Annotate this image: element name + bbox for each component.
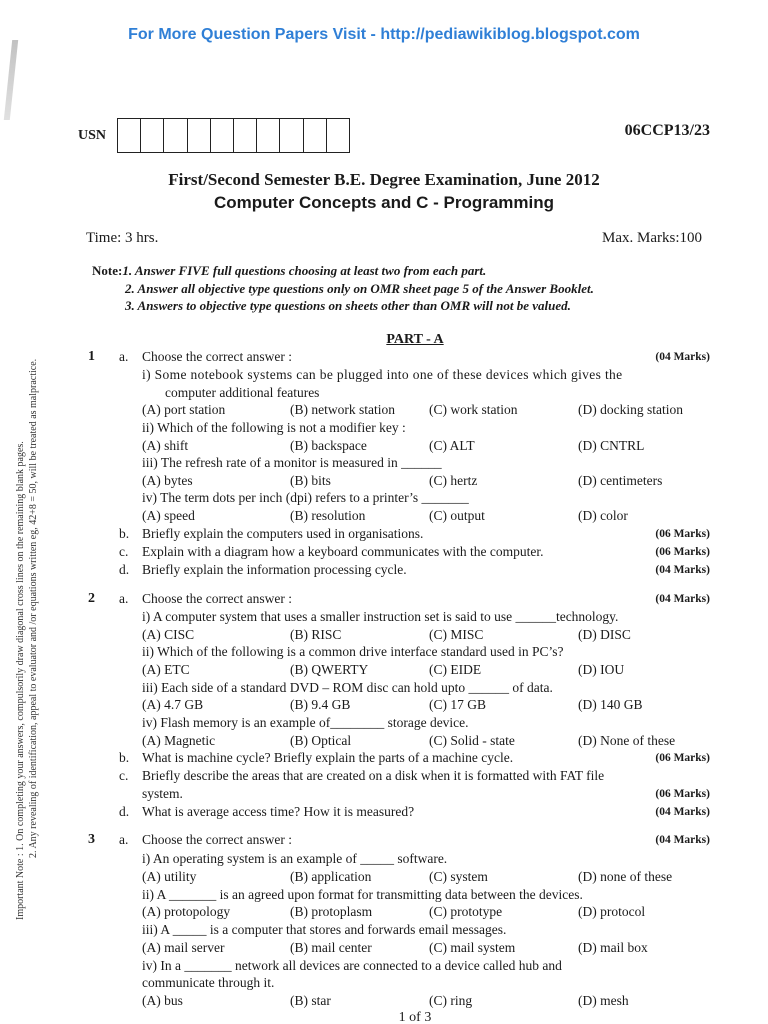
sub-label: a. xyxy=(119,832,129,847)
side-note-line-2: 2. Any revealing of identification, appeal to evaluator and /or equations written eg, 42+8 = 50, will be treated as malpractice. xyxy=(28,358,39,858)
usn-box xyxy=(117,118,141,153)
question-text: ii) Which of the following is not a modifier key : xyxy=(142,420,406,435)
question-text: iv) The term dots per inch (dpi) refers to a printer’s _______ xyxy=(142,490,469,505)
usn-box xyxy=(210,118,234,153)
marks-label: (06 Marks) xyxy=(655,788,710,800)
question-number: 1 xyxy=(88,349,95,364)
usn-boxes xyxy=(118,118,350,153)
option: (B) backspace xyxy=(290,438,367,453)
sub-label: b. xyxy=(119,526,130,541)
question-text: Briefly explain the computers used in organisations. xyxy=(142,526,424,541)
question-text: iv) Flash memory is an example of________ storage device. xyxy=(142,715,469,730)
sub-label: c. xyxy=(119,544,129,559)
option: (A) bus xyxy=(142,993,183,1008)
usn-box xyxy=(233,118,257,153)
option: (C) ALT xyxy=(429,438,475,453)
question-text: i) An operating system is an example of _____ software. xyxy=(142,851,448,866)
usn-label: USN xyxy=(78,128,107,143)
option: (A) utility xyxy=(142,869,197,884)
question-text: system. xyxy=(142,786,183,801)
option: (B) Optical xyxy=(290,733,352,748)
sub-label: d. xyxy=(119,562,130,577)
option: (B) star xyxy=(290,993,331,1008)
option: (C) EIDE xyxy=(429,662,482,677)
option: (D) centimeters xyxy=(578,473,663,488)
option: (D) none of these xyxy=(578,869,673,884)
question-text: communicate through it. xyxy=(142,975,275,990)
question-text: iv) In a _______ network all devices are connected to a device called hub and xyxy=(142,958,562,973)
question-text: Choose the correct answer : xyxy=(142,349,292,364)
option: (A) CISC xyxy=(142,627,195,642)
marks-label: (04 Marks) xyxy=(655,806,710,818)
sub-label: b. xyxy=(119,750,130,765)
sub-label: c. xyxy=(119,768,129,783)
option: (D) CNTRL xyxy=(578,438,645,453)
marks-label: (04 Marks) xyxy=(655,593,710,605)
question-text: ii) A _______ is an agreed upon format for transmitting data between the devices. xyxy=(142,887,583,902)
option: (A) port station xyxy=(142,402,226,417)
promo-banner-link[interactable]: For More Question Papers Visit - http://pediawikiblog.blogspot.com xyxy=(128,26,640,43)
instructions-note xyxy=(92,262,594,315)
side-important-note xyxy=(14,220,40,920)
option: (A) protopology xyxy=(142,904,231,919)
option: (B) QWERTY xyxy=(290,662,369,677)
question-text: Choose the correct answer : xyxy=(142,832,292,847)
option: (C) output xyxy=(429,508,485,523)
option: (B) mail center xyxy=(290,940,372,955)
scan-edge-mark xyxy=(4,40,18,120)
option: (B) application xyxy=(290,869,372,884)
option: (C) hertz xyxy=(429,473,478,488)
note-line: 2. Answer all objective type questions only on OMR sheet page 5 of the Answer Booklet. xyxy=(125,280,594,296)
marks-label: (06 Marks) xyxy=(655,546,710,558)
option: (D) 140 GB xyxy=(578,697,643,712)
option: (D) protocol xyxy=(578,904,646,919)
usn-box xyxy=(256,118,280,153)
usn-box xyxy=(279,118,303,153)
paper-code: 06CCP13/23 xyxy=(624,122,710,139)
question-text: ii) Which of the following is a common drive interface standard used in PC’s? xyxy=(142,644,564,659)
question-text: What is machine cycle? Briefly explain the parts of a machine cycle. xyxy=(142,750,514,765)
option: (D) mail box xyxy=(578,940,648,955)
option: (D) None of these xyxy=(578,733,676,748)
marks-label: (06 Marks) xyxy=(655,752,710,764)
question-text: Choose the correct answer : xyxy=(142,591,292,606)
sub-label: a. xyxy=(119,591,129,606)
option: (B) network station xyxy=(290,402,395,417)
question-number: 3 xyxy=(88,832,95,847)
usn-box xyxy=(163,118,187,153)
question-text: i) Some notebook systems can be plugged into one of these devices which gives the xyxy=(142,367,623,382)
sub-label: a. xyxy=(119,349,129,364)
option: (B) protoplasm xyxy=(290,904,373,919)
question-text: computer additional features xyxy=(165,385,320,400)
question-text: What is average access time? How it is measured? xyxy=(142,804,415,819)
question-text: Briefly explain the information processing cycle. xyxy=(142,562,407,577)
option: (C) system xyxy=(429,869,488,884)
option: (A) shift xyxy=(142,438,189,453)
option: (D) DISC xyxy=(578,627,631,642)
option: (A) bytes xyxy=(142,473,193,488)
option: (B) resolution xyxy=(290,508,366,523)
question-text: Briefly describe the areas that are created on a disk when it is formatted with FAT file xyxy=(142,768,605,783)
option: (D) docking station xyxy=(578,402,683,417)
question-text: i) A computer system that uses a smaller instruction set is said to use ______technology. xyxy=(142,609,619,624)
option: (C) Solid - state xyxy=(429,733,515,748)
part-heading: PART - A xyxy=(386,332,444,347)
option: (B) bits xyxy=(290,473,331,488)
marks-label: (04 Marks) xyxy=(655,564,710,576)
option: (A) ETC xyxy=(142,662,190,677)
option: (C) ring xyxy=(429,993,473,1008)
option: (D) mesh xyxy=(578,993,629,1008)
note-line: 1. Answer FIVE full questions choosing at least two from each part. xyxy=(122,263,487,278)
question-text: Explain with a diagram how a keyboard communicates with the computer. xyxy=(142,544,544,559)
exam-title: First/Second Semester B.E. Degree Examination, June 2012 xyxy=(168,170,600,189)
page-number: 1 of 3 xyxy=(398,1010,432,1024)
sub-label: d. xyxy=(119,804,130,819)
note-line: 3. Answers to objective type questions on sheets other than OMR will not be valued. xyxy=(125,298,571,313)
option: (D) color xyxy=(578,508,628,523)
option: (D) IOU xyxy=(578,662,625,677)
option: (A) speed xyxy=(142,508,195,523)
question-text: iii) The refresh rate of a monitor is measured in ______ xyxy=(142,455,442,470)
usn-box xyxy=(326,118,350,153)
max-marks: Max. Marks:100 xyxy=(602,230,702,246)
option: (B) 9.4 GB xyxy=(290,697,351,712)
option: (C) mail system xyxy=(429,940,516,955)
option: (A) 4.7 GB xyxy=(142,697,204,712)
option: (C) MISC xyxy=(429,627,484,642)
marks-label: (04 Marks) xyxy=(655,834,710,846)
time-allowed: Time: 3 hrs. xyxy=(86,230,159,246)
marks-label: (06 Marks) xyxy=(655,528,710,540)
subject-title: Computer Concepts and C - Programming xyxy=(213,193,555,212)
option: (A) Magnetic xyxy=(142,733,216,748)
usn-box xyxy=(187,118,211,153)
question-text: iii) Each side of a standard DVD – ROM disc can hold upto ______ of data. xyxy=(142,680,553,695)
marks-label: (04 Marks) xyxy=(655,351,710,363)
usn-box xyxy=(140,118,164,153)
option: (C) work station xyxy=(429,402,518,417)
option: (A) mail server xyxy=(142,940,225,955)
option: (C) 17 GB xyxy=(429,697,486,712)
usn-box xyxy=(303,118,327,153)
question-number: 2 xyxy=(88,591,95,606)
option: (B) RISC xyxy=(290,627,342,642)
note-label: Note: xyxy=(92,263,123,278)
side-note-line-1: Important Note : 1. On completing your answers, compulsorily draw diagonal cross lines on the remaining blank pages. xyxy=(15,441,26,920)
question-text: iii) A _____ is a computer that stores and forwards email messages. xyxy=(142,922,507,937)
option: (C) prototype xyxy=(429,904,503,919)
